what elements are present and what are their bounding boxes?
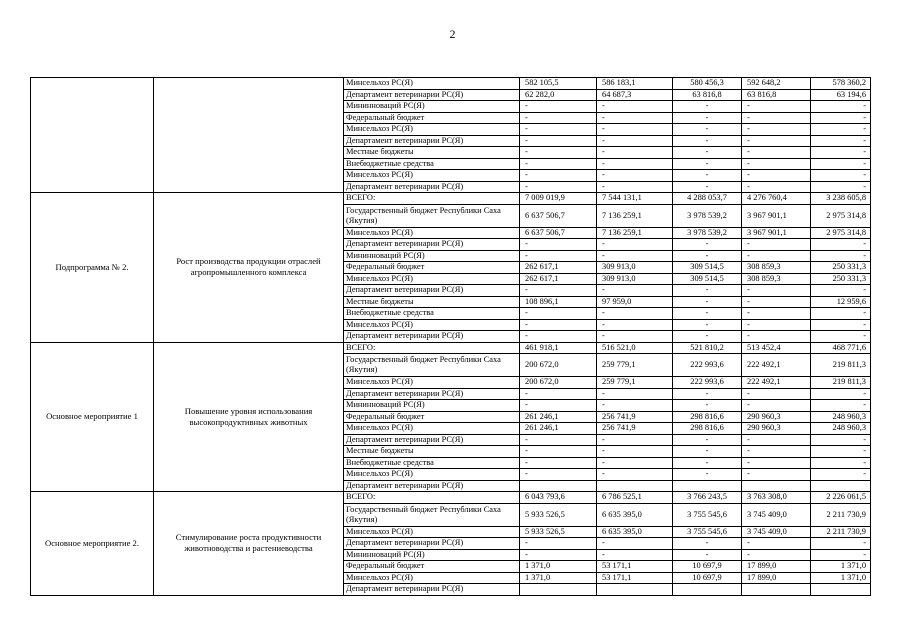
funding-source-cell: Департамент ветеринарии РС(Я) bbox=[344, 388, 520, 400]
amount-cell-year-2: - bbox=[597, 446, 673, 458]
program-description-cell: Повышение уровня использования высокопродуктивных животных bbox=[154, 342, 344, 492]
amount-cell-year-3: 10 697,9 bbox=[673, 561, 742, 573]
amount-cell-year-3: 3 978 539,2 bbox=[673, 227, 742, 239]
amount-cell-year-3: 222 993,6 bbox=[673, 377, 742, 389]
amount-cell-year-4: 592 648,2 bbox=[742, 78, 811, 90]
funding-source-cell: Местные бюджеты bbox=[344, 296, 520, 308]
amount-cell-year-5: - bbox=[811, 331, 871, 343]
amount-cell-year-2: - bbox=[597, 285, 673, 297]
amount-cell-year-3: - bbox=[673, 434, 742, 446]
amount-cell-year-1: 582 105,5 bbox=[520, 78, 597, 90]
amount-cell-year-5: - bbox=[811, 457, 871, 469]
amount-cell-year-3: - bbox=[673, 181, 742, 193]
amount-cell-year-2: 309 913,0 bbox=[597, 262, 673, 274]
amount-cell-year-4: - bbox=[742, 446, 811, 458]
funding-source-cell: ВСЕГО: bbox=[344, 492, 520, 504]
amount-cell-year-5: 12 959,6 bbox=[811, 296, 871, 308]
amount-cell-year-4: - bbox=[742, 170, 811, 182]
amount-cell-year-3: - bbox=[673, 457, 742, 469]
amount-cell-year-1: - bbox=[520, 549, 597, 561]
amount-cell-year-3: - bbox=[673, 170, 742, 182]
amount-cell-year-4: - bbox=[742, 147, 811, 159]
amount-cell-year-4: - bbox=[742, 239, 811, 251]
amount-cell-year-2: 259 779,1 bbox=[597, 377, 673, 389]
amount-cell-year-1: - bbox=[520, 124, 597, 136]
amount-cell-year-3: 521 810,2 bbox=[673, 342, 742, 354]
amount-cell-year-2: - bbox=[597, 170, 673, 182]
amount-cell-year-3: - bbox=[673, 538, 742, 550]
amount-cell-year-2: 53 171,1 bbox=[597, 572, 673, 584]
program-name-cell bbox=[31, 78, 154, 193]
amount-cell-year-3: - bbox=[673, 469, 742, 481]
amount-cell-year-2: - bbox=[597, 538, 673, 550]
amount-cell-year-2: 259 779,1 bbox=[597, 354, 673, 377]
amount-cell-year-2: 516 521,0 bbox=[597, 342, 673, 354]
funding-source-cell: Государственный бюджет Республики Саха (Якутия) bbox=[344, 204, 520, 227]
amount-cell-year-1: - bbox=[520, 239, 597, 251]
amount-cell-year-2: 256 741,9 bbox=[597, 423, 673, 435]
amount-cell-year-4: 4 276 760,4 bbox=[742, 193, 811, 205]
amount-cell-year-3: 3 766 243,5 bbox=[673, 492, 742, 504]
amount-cell-year-1: - bbox=[520, 250, 597, 262]
amount-cell-year-5: - bbox=[811, 538, 871, 550]
amount-cell-year-1: - bbox=[520, 469, 597, 481]
amount-cell-year-3: - bbox=[673, 112, 742, 124]
amount-cell-year-5: 2 226 061,5 bbox=[811, 492, 871, 504]
amount-cell-year-4: 290 960,3 bbox=[742, 423, 811, 435]
amount-cell-year-1: - bbox=[520, 319, 597, 331]
funding-source-cell: Местные бюджеты bbox=[344, 147, 520, 159]
table-body bbox=[31, 78, 871, 596]
program-description-cell: Стимулирование роста продуктивности животноводства и растениеводства bbox=[154, 492, 344, 596]
amount-cell-year-4: - bbox=[742, 308, 811, 320]
amount-cell-year-4: - bbox=[742, 112, 811, 124]
amount-cell-year-3: 309 514,5 bbox=[673, 273, 742, 285]
program-description-cell: Рост производства продукции отраслей агропромышленного комплекса bbox=[154, 193, 344, 343]
amount-cell-year-1: 1 371,0 bbox=[520, 572, 597, 584]
amount-cell-year-3: - bbox=[673, 158, 742, 170]
amount-cell-year-4: - bbox=[742, 434, 811, 446]
amount-cell-year-2: - bbox=[597, 457, 673, 469]
amount-cell-year-1: - bbox=[520, 331, 597, 343]
amount-cell-year-2: - bbox=[597, 101, 673, 113]
amount-cell-year-3: - bbox=[673, 250, 742, 262]
amount-cell-year-3: 10 697,9 bbox=[673, 572, 742, 584]
amount-cell-year-4: 3 967 901,1 bbox=[742, 204, 811, 227]
funding-source-cell: ВСЕГО: bbox=[344, 342, 520, 354]
amount-cell-year-2: 256 741,9 bbox=[597, 411, 673, 423]
funding-source-cell: Минсельхоз РС(Я) bbox=[344, 319, 520, 331]
amount-cell-year-4: - bbox=[742, 101, 811, 113]
funding-source-cell: Внебюджетные средства bbox=[344, 308, 520, 320]
amount-cell-year-5 bbox=[811, 584, 871, 596]
amount-cell-year-5: 248 960,3 bbox=[811, 411, 871, 423]
amount-cell-year-1: 1 371,0 bbox=[520, 561, 597, 573]
amount-cell-year-2: - bbox=[597, 400, 673, 412]
program-name-cell: Основное мероприятие 1 bbox=[31, 342, 154, 492]
amount-cell-year-1: 261 246,1 bbox=[520, 423, 597, 435]
amount-cell-year-4: - bbox=[742, 388, 811, 400]
amount-cell-year-5: 250 331,3 bbox=[811, 273, 871, 285]
funding-source-cell: Государственный бюджет Республики Саха (Якутия) bbox=[344, 354, 520, 377]
amount-cell-year-4: - bbox=[742, 538, 811, 550]
amount-cell-year-2: 64 687,3 bbox=[597, 89, 673, 101]
amount-cell-year-4: - bbox=[742, 250, 811, 262]
amount-cell-year-4: - bbox=[742, 469, 811, 481]
funding-source-cell: Мининноваций РС(Я) bbox=[344, 549, 520, 561]
amount-cell-year-1: - bbox=[520, 135, 597, 147]
amount-cell-year-1: 108 896,1 bbox=[520, 296, 597, 308]
amount-cell-year-5: 2 211 730,9 bbox=[811, 503, 871, 526]
amount-cell-year-5: - bbox=[811, 285, 871, 297]
amount-cell-year-5: - bbox=[811, 170, 871, 182]
amount-cell-year-1: - bbox=[520, 112, 597, 124]
funding-source-cell: Мининноваций РС(Я) bbox=[344, 101, 520, 113]
amount-cell-year-5 bbox=[811, 480, 871, 492]
amount-cell-year-2: 7 136 259,1 bbox=[597, 227, 673, 239]
amount-cell-year-5: 1 371,0 bbox=[811, 561, 871, 573]
amount-cell-year-3: - bbox=[673, 319, 742, 331]
amount-cell-year-3: - bbox=[673, 239, 742, 251]
amount-cell-year-2: 6 786 525,1 bbox=[597, 492, 673, 504]
amount-cell-year-1: - bbox=[520, 457, 597, 469]
amount-cell-year-4: - bbox=[742, 135, 811, 147]
funding-source-cell: Минсельхоз РС(Я) bbox=[344, 273, 520, 285]
funding-source-cell: Минсельхоз РС(Я) bbox=[344, 572, 520, 584]
amount-cell-year-4: 3 745 409,0 bbox=[742, 526, 811, 538]
amount-cell-year-2: - bbox=[597, 319, 673, 331]
amount-cell-year-5: - bbox=[811, 124, 871, 136]
amount-cell-year-4: 308 859,3 bbox=[742, 262, 811, 274]
amount-cell-year-3: - bbox=[673, 400, 742, 412]
amount-cell-year-5: 250 331,3 bbox=[811, 262, 871, 274]
amount-cell-year-5: 63 194,6 bbox=[811, 89, 871, 101]
amount-cell-year-4: - bbox=[742, 331, 811, 343]
amount-cell-year-2: 586 183,1 bbox=[597, 78, 673, 90]
amount-cell-year-1: 6 637 506,7 bbox=[520, 204, 597, 227]
amount-cell-year-4: 222 492,1 bbox=[742, 377, 811, 389]
amount-cell-year-2: - bbox=[597, 434, 673, 446]
amount-cell-year-1: - bbox=[520, 101, 597, 113]
amount-cell-year-5: - bbox=[811, 446, 871, 458]
amount-cell-year-4: 290 960,3 bbox=[742, 411, 811, 423]
funding-source-cell: Внебюджетные средства bbox=[344, 457, 520, 469]
amount-cell-year-2: 309 913,0 bbox=[597, 273, 673, 285]
amount-cell-year-2: - bbox=[597, 549, 673, 561]
funding-source-cell: Федеральный бюджет bbox=[344, 112, 520, 124]
funding-source-cell: Мининноваций РС(Я) bbox=[344, 400, 520, 412]
amount-cell-year-1: 6 637 506,7 bbox=[520, 227, 597, 239]
amount-cell-year-4: - bbox=[742, 549, 811, 561]
amount-cell-year-1: - bbox=[520, 285, 597, 297]
amount-cell-year-1 bbox=[520, 584, 597, 596]
amount-cell-year-3: - bbox=[673, 147, 742, 159]
amount-cell-year-5: - bbox=[811, 388, 871, 400]
funding-source-cell: Федеральный бюджет bbox=[344, 561, 520, 573]
amount-cell-year-4: - bbox=[742, 296, 811, 308]
funding-source-cell: Департамент ветеринарии РС(Я) bbox=[344, 480, 520, 492]
amount-cell-year-5: - bbox=[811, 469, 871, 481]
amount-cell-year-3: - bbox=[673, 388, 742, 400]
funding-source-cell: Минсельхоз РС(Я) bbox=[344, 377, 520, 389]
amount-cell-year-1: 261 246,1 bbox=[520, 411, 597, 423]
amount-cell-year-2: 7 544 131,1 bbox=[597, 193, 673, 205]
amount-cell-year-1: 62 282,0 bbox=[520, 89, 597, 101]
amount-cell-year-2: 6 635 395,0 bbox=[597, 526, 673, 538]
amount-cell-year-3: - bbox=[673, 285, 742, 297]
amount-cell-year-2 bbox=[597, 480, 673, 492]
amount-cell-year-5: 248 960,3 bbox=[811, 423, 871, 435]
funding-source-cell: Минсельхоз РС(Я) bbox=[344, 227, 520, 239]
amount-cell-year-5: 1 371,0 bbox=[811, 572, 871, 584]
amount-cell-year-2 bbox=[597, 584, 673, 596]
amount-cell-year-1: 6 043 793,6 bbox=[520, 492, 597, 504]
amount-cell-year-5: - bbox=[811, 135, 871, 147]
amount-cell-year-4: 3 745 409,0 bbox=[742, 503, 811, 526]
amount-cell-year-4: - bbox=[742, 457, 811, 469]
table-row bbox=[31, 193, 871, 205]
funding-source-cell: Департамент ветеринарии РС(Я) bbox=[344, 135, 520, 147]
amount-cell-year-5: 2 975 314,8 bbox=[811, 227, 871, 239]
funding-source-cell: Минсельхоз РС(Я) bbox=[344, 170, 520, 182]
amount-cell-year-1: - bbox=[520, 170, 597, 182]
amount-cell-year-3: 298 816,6 bbox=[673, 423, 742, 435]
amount-cell-year-1: 5 933 526,5 bbox=[520, 526, 597, 538]
amount-cell-year-4 bbox=[742, 584, 811, 596]
table-row bbox=[31, 492, 871, 504]
amount-cell-year-5: - bbox=[811, 158, 871, 170]
amount-cell-year-2: - bbox=[597, 239, 673, 251]
program-name-cell: Подпрограмма № 2. bbox=[31, 193, 154, 343]
amount-cell-year-4: 17 899,0 bbox=[742, 561, 811, 573]
amount-cell-year-3: 298 816,6 bbox=[673, 411, 742, 423]
amount-cell-year-5: - bbox=[811, 250, 871, 262]
amount-cell-year-3: 63 816,8 bbox=[673, 89, 742, 101]
amount-cell-year-1: - bbox=[520, 446, 597, 458]
amount-cell-year-4: - bbox=[742, 124, 811, 136]
amount-cell-year-1: 200 672,0 bbox=[520, 377, 597, 389]
amount-cell-year-2: 7 136 259,1 bbox=[597, 204, 673, 227]
amount-cell-year-5: 219 811,3 bbox=[811, 377, 871, 389]
amount-cell-year-3: - bbox=[673, 549, 742, 561]
funding-source-cell: Федеральный бюджет bbox=[344, 411, 520, 423]
amount-cell-year-1: - bbox=[520, 538, 597, 550]
amount-cell-year-3: - bbox=[673, 101, 742, 113]
amount-cell-year-1: 200 672,0 bbox=[520, 354, 597, 377]
budget-table bbox=[30, 77, 871, 596]
amount-cell-year-1: - bbox=[520, 308, 597, 320]
amount-cell-year-3: - bbox=[673, 446, 742, 458]
funding-source-cell: Минсельхоз РС(Я) bbox=[344, 526, 520, 538]
amount-cell-year-2: - bbox=[597, 112, 673, 124]
amount-cell-year-5: - bbox=[811, 549, 871, 561]
amount-cell-year-2: - bbox=[597, 308, 673, 320]
amount-cell-year-4: 308 859,3 bbox=[742, 273, 811, 285]
table-row bbox=[31, 78, 871, 90]
table-row bbox=[31, 342, 871, 354]
funding-source-cell: Внебюджетные средства bbox=[344, 158, 520, 170]
amount-cell-year-1: 262 617,1 bbox=[520, 273, 597, 285]
amount-cell-year-2: - bbox=[597, 147, 673, 159]
amount-cell-year-5: - bbox=[811, 400, 871, 412]
amount-cell-year-3 bbox=[673, 480, 742, 492]
amount-cell-year-5: 3 238 605,8 bbox=[811, 193, 871, 205]
funding-source-cell: Департамент ветеринарии РС(Я) bbox=[344, 89, 520, 101]
amount-cell-year-1: 461 918,1 bbox=[520, 342, 597, 354]
funding-source-cell: Департамент ветеринарии РС(Я) bbox=[344, 239, 520, 251]
amount-cell-year-1: 7 009 019,9 bbox=[520, 193, 597, 205]
amount-cell-year-1: - bbox=[520, 181, 597, 193]
amount-cell-year-5: - bbox=[811, 434, 871, 446]
funding-source-cell: Минсельхоз РС(Я) bbox=[344, 124, 520, 136]
amount-cell-year-5: - bbox=[811, 239, 871, 251]
amount-cell-year-1 bbox=[520, 480, 597, 492]
amount-cell-year-5: 219 811,3 bbox=[811, 354, 871, 377]
amount-cell-year-2: - bbox=[597, 469, 673, 481]
amount-cell-year-5: - bbox=[811, 112, 871, 124]
amount-cell-year-2: 53 171,1 bbox=[597, 561, 673, 573]
amount-cell-year-5: 578 360,2 bbox=[811, 78, 871, 90]
amount-cell-year-4: - bbox=[742, 285, 811, 297]
program-description-cell bbox=[154, 78, 344, 193]
amount-cell-year-5: - bbox=[811, 319, 871, 331]
amount-cell-year-2: - bbox=[597, 181, 673, 193]
amount-cell-year-3 bbox=[673, 584, 742, 596]
amount-cell-year-4: - bbox=[742, 158, 811, 170]
funding-source-cell: Минсельхоз РС(Я) bbox=[344, 469, 520, 481]
amount-cell-year-2: - bbox=[597, 388, 673, 400]
amount-cell-year-3: 3 978 539,2 bbox=[673, 204, 742, 227]
funding-source-cell: Департамент ветеринарии РС(Я) bbox=[344, 181, 520, 193]
amount-cell-year-2: - bbox=[597, 158, 673, 170]
funding-source-cell: Мининноваций РС(Я) bbox=[344, 250, 520, 262]
amount-cell-year-1: - bbox=[520, 388, 597, 400]
amount-cell-year-4: - bbox=[742, 181, 811, 193]
amount-cell-year-4: 513 452,4 bbox=[742, 342, 811, 354]
amount-cell-year-5: - bbox=[811, 147, 871, 159]
amount-cell-year-3: 4 288 053,7 bbox=[673, 193, 742, 205]
amount-cell-year-5: 2 975 314,8 bbox=[811, 204, 871, 227]
amount-cell-year-4: - bbox=[742, 400, 811, 412]
amount-cell-year-3: 222 993,6 bbox=[673, 354, 742, 377]
amount-cell-year-4: - bbox=[742, 319, 811, 331]
amount-cell-year-2: 97 959,0 bbox=[597, 296, 673, 308]
amount-cell-year-4: 3 763 308,0 bbox=[742, 492, 811, 504]
amount-cell-year-3: 309 514,5 bbox=[673, 262, 742, 274]
amount-cell-year-1: - bbox=[520, 158, 597, 170]
funding-source-cell: ВСЕГО: bbox=[344, 193, 520, 205]
amount-cell-year-5: - bbox=[811, 101, 871, 113]
amount-cell-year-3: - bbox=[673, 331, 742, 343]
funding-source-cell: Департамент ветеринарии РС(Я) bbox=[344, 331, 520, 343]
funding-source-cell: Департамент ветеринарии РС(Я) bbox=[344, 434, 520, 446]
amount-cell-year-2: - bbox=[597, 124, 673, 136]
amount-cell-year-5: - bbox=[811, 181, 871, 193]
funding-source-cell: Государственный бюджет Республики Саха (Якутия) bbox=[344, 503, 520, 526]
program-name-cell: Основное мероприятие 2. bbox=[31, 492, 154, 596]
amount-cell-year-2: 6 635 395,0 bbox=[597, 503, 673, 526]
amount-cell-year-2: - bbox=[597, 331, 673, 343]
amount-cell-year-3: - bbox=[673, 124, 742, 136]
amount-cell-year-1: 5 933 526,5 bbox=[520, 503, 597, 526]
amount-cell-year-2: - bbox=[597, 250, 673, 262]
funding-source-cell: Местные бюджеты bbox=[344, 446, 520, 458]
amount-cell-year-5: - bbox=[811, 308, 871, 320]
amount-cell-year-5: 2 211 730,9 bbox=[811, 526, 871, 538]
amount-cell-year-1: 262 617,1 bbox=[520, 262, 597, 274]
funding-source-cell: Департамент ветеринарии РС(Я) bbox=[344, 285, 520, 297]
amount-cell-year-4: 3 967 901,1 bbox=[742, 227, 811, 239]
amount-cell-year-5: 468 771,6 bbox=[811, 342, 871, 354]
amount-cell-year-4 bbox=[742, 480, 811, 492]
page-number: 2 bbox=[449, 27, 456, 41]
amount-cell-year-4: 63 816,8 bbox=[742, 89, 811, 101]
amount-cell-year-2: - bbox=[597, 135, 673, 147]
amount-cell-year-3: 580 456,3 bbox=[673, 78, 742, 90]
amount-cell-year-4: 222 492,1 bbox=[742, 354, 811, 377]
amount-cell-year-3: - bbox=[673, 135, 742, 147]
amount-cell-year-1: - bbox=[520, 400, 597, 412]
amount-cell-year-1: - bbox=[520, 147, 597, 159]
funding-source-cell: Федеральный бюджет bbox=[344, 262, 520, 274]
funding-source-cell: Департамент ветеринарии РС(Я) bbox=[344, 584, 520, 596]
amount-cell-year-4: 17 899,0 bbox=[742, 572, 811, 584]
amount-cell-year-1: - bbox=[520, 434, 597, 446]
funding-source-cell: Минсельхоз РС(Я) bbox=[344, 78, 520, 90]
amount-cell-year-3: 3 755 545,6 bbox=[673, 503, 742, 526]
funding-source-cell: Департамент ветеринарии РС(Я) bbox=[344, 538, 520, 550]
amount-cell-year-3: - bbox=[673, 296, 742, 308]
amount-cell-year-3: 3 755 545,6 bbox=[673, 526, 742, 538]
amount-cell-year-3: - bbox=[673, 308, 742, 320]
funding-source-cell: Минсельхоз РС(Я) bbox=[344, 423, 520, 435]
